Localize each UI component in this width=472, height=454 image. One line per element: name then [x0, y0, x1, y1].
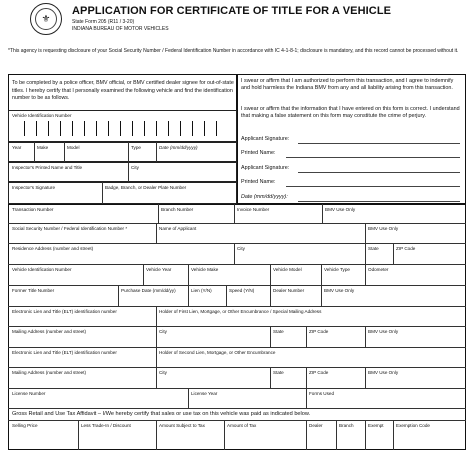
cell-divider [365, 223, 366, 243]
vehicle-model-label: Vehicle Model [273, 267, 302, 272]
dealer-label: Dealer [309, 423, 323, 428]
first-lien-holder-label: Holder of First Lien, Mortgage, or Other Encumbrance / Special Mailing Address [159, 309, 322, 314]
printed-name-label: Printed Name: [241, 150, 276, 156]
tax-affidavit-statement: Gross Retail and Use Tax Affidavit – I/We hereby certify that sales or use tax on this vehicle was paid as indicated below. [12, 411, 311, 417]
date-label: Date (mm/dd/yyyy): [241, 194, 288, 200]
elt-second-label: Electronic Lien and Title (ELT) identification number [12, 350, 117, 355]
cell-divider [306, 388, 307, 408]
residence-address-label: Residence Address (number and street) [12, 246, 94, 251]
residence-state-label: State [368, 246, 379, 251]
applicant-signature-2-line[interactable] [298, 172, 460, 173]
amount-of-tax-label: Amount of Tax [227, 423, 257, 428]
second-lien-mailing-label: Mailing Address (number and street) [12, 370, 87, 375]
badge-number-label: Badge, Branch, or Dealer Plate Number [105, 185, 187, 190]
row-divider [8, 347, 466, 348]
vin-box-divider [84, 121, 85, 136]
cell-divider [156, 223, 157, 243]
inspection-type-label: Type [131, 145, 141, 150]
cell-divider [365, 420, 366, 450]
vin-box-divider [120, 121, 121, 136]
residence-city-label: City [237, 246, 245, 251]
cell-divider [321, 264, 322, 285]
ssn-disclosure-notice: *This agency is requesting disclosure of your Social Security Number / Federal Identification Number in accordance with IC 4-1-8-1; disclosure is mandatory, and this record cannot be processed without it. [8, 48, 459, 54]
row-divider [8, 388, 466, 389]
cell-divider [156, 420, 157, 450]
cell-divider [226, 285, 227, 306]
cell-divider [188, 285, 189, 306]
residence-zip-label: ZIP Code [396, 246, 416, 251]
cell-divider [270, 326, 271, 347]
ssn-label: Social Security Number / Federal Identification Number * [12, 226, 128, 231]
vehicle-make-label: Vehicle Make [191, 267, 219, 272]
cell-divider [234, 243, 235, 264]
date-line[interactable] [298, 201, 460, 202]
dealer-number-label: Dealer Number [273, 288, 305, 293]
vin-box-divider [156, 121, 157, 136]
cell-divider [321, 285, 322, 306]
purchase-date-label: Purchase Date (mm/dd/yy) [121, 288, 176, 293]
cell-divider [102, 182, 103, 204]
vin-box-divider [192, 121, 193, 136]
vehicle-year-label: Vehicle Year [146, 267, 172, 272]
cell-divider [188, 388, 189, 408]
cell-divider [270, 264, 271, 285]
former-title-label: Former Title Number [12, 288, 55, 293]
bmv-use-only-label-5: BMV Use Only [368, 370, 399, 375]
cell-divider [118, 285, 119, 306]
bmv-use-only-label-2: BMV Use Only [368, 226, 399, 231]
vin-box-divider [108, 121, 109, 136]
cell-divider [393, 243, 394, 264]
row-divider [8, 285, 466, 286]
transaction-number-label: Transaction Number [12, 207, 54, 212]
vehicle-type-label: Vehicle Type [324, 267, 350, 272]
inspection-make-label: Make [37, 145, 49, 150]
cell-divider [306, 326, 307, 347]
speed-label: Speed (Y/N) [229, 288, 255, 293]
inspection-intro: To be completed by a police officer, BMV official, or BMV certified dealer signee for out-of-state titles. I hereby certify that I personally examined the following vehicle and find the identification number to be as follows. [12, 80, 234, 102]
indiana-state-seal [30, 3, 62, 35]
row-divider [8, 326, 466, 327]
cell-divider [156, 142, 157, 162]
cell-divider [34, 142, 35, 162]
row-divider [8, 420, 466, 421]
vin-box-divider [168, 121, 169, 136]
authorization-statement: I swear or affirm that I am authorized to perform this transaction, and I agree to indemnify and hold harmless the Indiana BMV from any and all liability arising from this transaction. [241, 78, 454, 92]
vin-box-divider [216, 121, 217, 136]
exempt-label: Exempt [368, 423, 384, 428]
cell-divider [365, 264, 366, 285]
first-lien-mailing-label: Mailing Address (number and street) [12, 329, 87, 334]
amount-subject-label: Amount Subject to Tax [159, 423, 205, 428]
bmv-use-only-label-1: BMV Use Only [325, 207, 356, 212]
cell-divider [156, 326, 157, 347]
applicant-signature-2-label: Applicant Signature: [241, 165, 290, 171]
vin-box-divider [72, 121, 73, 136]
inspection-vin-label: Vehicle Identification Number [12, 113, 72, 118]
cell-divider [156, 306, 157, 326]
bmv-use-only-label-3: BMV Use Only [324, 288, 355, 293]
row-divider [8, 243, 466, 244]
applicant-name-label: Name of Applicant [159, 226, 197, 231]
forms-used-label: Forms Used [309, 391, 335, 396]
vin-box-divider [60, 121, 61, 136]
cell-divider [158, 204, 159, 223]
cell-divider [306, 367, 307, 388]
cell-divider [365, 243, 366, 264]
license-number-label: License Number [12, 391, 46, 396]
printed-name-2-label: Printed Name: [241, 179, 276, 185]
selling-price-label: Selling Price [12, 423, 38, 428]
vin-box-divider [48, 121, 49, 136]
second-lien-zip-label: ZIP Code [309, 370, 329, 375]
cell-divider [365, 367, 366, 388]
cell-divider [365, 326, 366, 347]
vin-box-divider [180, 121, 181, 136]
cell-divider [156, 347, 157, 367]
vin-box-divider [24, 121, 25, 136]
applicant-signature-label: Applicant Signature: [241, 136, 290, 142]
inspection-model-label: Model [67, 145, 80, 150]
perjury-statement: I swear or affirm that the information that I have entered on this form is correct. I understand that making a false statement on this form may constitute the crime of perjury. [241, 106, 460, 120]
cell-divider [188, 264, 189, 285]
cell-divider [224, 420, 225, 450]
cell-divider [128, 142, 129, 162]
inspection-date-label: Date (mm/dd/yyyy) [159, 145, 198, 150]
cell-divider [336, 420, 337, 450]
vin-label: Vehicle Identification Number [12, 267, 72, 272]
odometer-label: Odometer [368, 267, 389, 272]
license-year-label: License Year [191, 391, 218, 396]
vin-box-divider [204, 121, 205, 136]
cell-divider [393, 420, 394, 450]
inspector-name-label: Inspector's Printed Name and Title [12, 165, 83, 170]
vin-box-divider [96, 121, 97, 136]
cell-divider [78, 420, 79, 450]
row-divider [8, 223, 466, 224]
cell-divider [270, 285, 271, 306]
cell-divider [306, 420, 307, 450]
cell-divider [128, 162, 129, 182]
row-divider [8, 408, 466, 409]
vin-box-divider [132, 121, 133, 136]
agency-name: INDIANA BUREAU OF MOTOR VEHICLES [72, 26, 169, 32]
branch-number-label: Branch Number [161, 207, 194, 212]
cell-divider [143, 264, 144, 285]
exemption-code-label: Exemption Code [396, 423, 430, 428]
vin-box-divider [144, 121, 145, 136]
form-title: APPLICATION FOR CERTIFICATE OF TITLE FOR A VEHICLE [72, 5, 392, 17]
applicant-signature-line[interactable] [298, 143, 460, 144]
inspector-signature-label: Inspector's Signature [12, 185, 56, 190]
cell-divider [64, 142, 65, 162]
vin-box-divider [36, 121, 37, 136]
seal-icon: ⚜ [35, 8, 57, 30]
cell-divider [234, 204, 235, 223]
second-lien-city-label: City [159, 370, 167, 375]
second-lien-holder-label: Holder of Second Lien, Mortgage, or Other Encumbrance [159, 350, 276, 355]
inspection-year-label: Year [12, 145, 22, 150]
row-divider [8, 367, 466, 368]
first-lien-city-label: City [159, 329, 167, 334]
branch-label: Branch [339, 423, 354, 428]
inspection-city-label: City [131, 165, 139, 170]
first-lien-zip-label: ZIP Code [309, 329, 329, 334]
trade-in-label: Less Trade-In / Discount [81, 423, 131, 428]
printed-name-2-line[interactable] [286, 186, 460, 187]
printed-name-line[interactable] [286, 157, 460, 158]
cell-divider [156, 367, 157, 388]
row-divider [8, 306, 466, 307]
cell-divider [322, 204, 323, 223]
bmv-use-only-label-4: BMV Use Only [368, 329, 399, 334]
first-lien-state-label: State [273, 329, 284, 334]
row-divider [8, 264, 466, 265]
form-number: State Form 205 (R11 / 3-20) [72, 19, 135, 25]
invoice-number-label: Invoice Number [237, 207, 270, 212]
lien-label: Lien (Y/N) [191, 288, 212, 293]
second-lien-state-label: State [273, 370, 284, 375]
elt-first-label: Electronic Lien and Title (ELT) identification number [12, 309, 117, 314]
cell-divider [270, 367, 271, 388]
